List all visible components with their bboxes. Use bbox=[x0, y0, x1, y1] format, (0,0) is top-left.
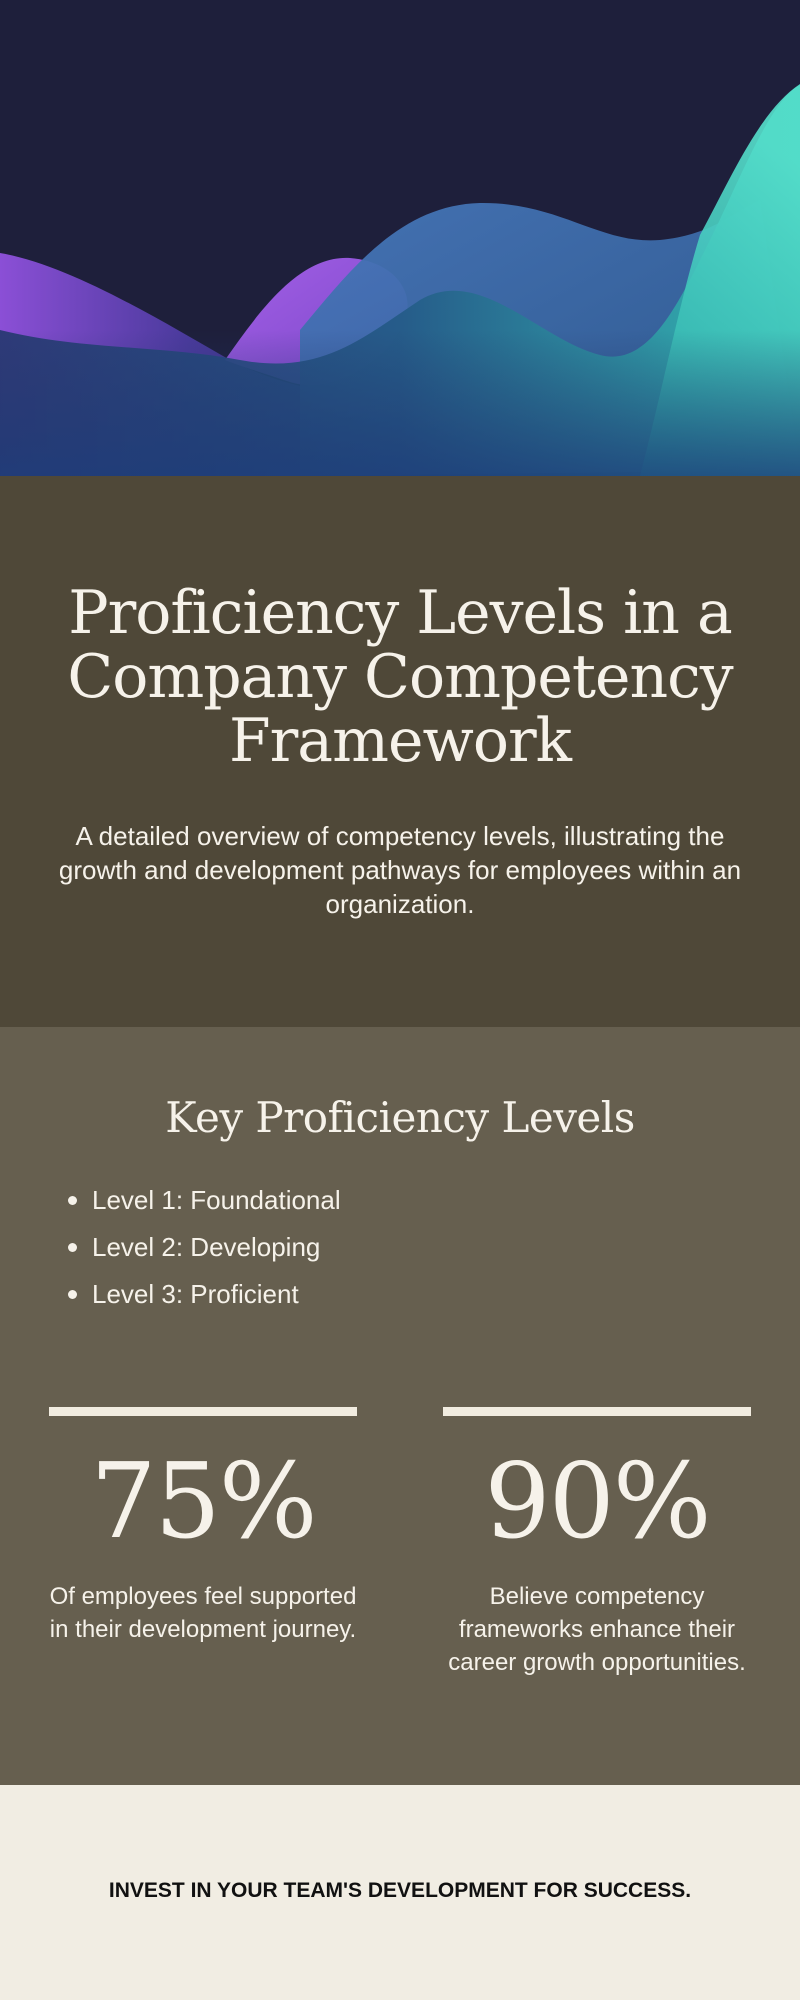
levels-heading: Key Proficiency Levels bbox=[165, 1093, 635, 1142]
title-section bbox=[0, 476, 800, 1027]
bullet-icon bbox=[68, 1290, 77, 1299]
stat-value: 90% bbox=[484, 1440, 710, 1562]
stat-caption: Believe competency frameworks enhance their career growth opportunities. bbox=[448, 1583, 746, 1676]
level-label: Level 2: Developing bbox=[92, 1232, 321, 1262]
stat-caption: Of employees feel supported in their development journey. bbox=[49, 1583, 357, 1643]
stat-card-supported bbox=[49, 1407, 357, 1646]
list-item bbox=[68, 1177, 341, 1224]
stat-divider bbox=[443, 1407, 751, 1416]
page-title: Proficiency Levels in a Company Competency Framework bbox=[67, 578, 733, 776]
list-item bbox=[68, 1271, 341, 1318]
levels-section bbox=[0, 1027, 800, 1785]
level-label: Level 1: Foundational bbox=[92, 1185, 341, 1215]
wave-graphic bbox=[0, 0, 800, 476]
level-label: Level 3: Proficient bbox=[92, 1279, 299, 1309]
stat-divider bbox=[49, 1407, 357, 1416]
list-item bbox=[68, 1224, 341, 1271]
levels-list bbox=[68, 1177, 341, 1318]
footer-call-to-action: INVEST IN YOUR TEAM'S DEVELOPMENT FOR SUCCESS. bbox=[108, 1879, 692, 1902]
hero-banner bbox=[0, 0, 800, 476]
bullet-icon bbox=[68, 1196, 77, 1205]
bullet-icon bbox=[68, 1243, 77, 1252]
page-subtitle: A detailed overview of competency levels, illustrating the growth and development pathways for employees within an organization. bbox=[58, 821, 742, 919]
stat-card-career-growth bbox=[443, 1407, 751, 1679]
footer bbox=[0, 1785, 800, 2000]
stat-value: 75% bbox=[90, 1440, 316, 1562]
